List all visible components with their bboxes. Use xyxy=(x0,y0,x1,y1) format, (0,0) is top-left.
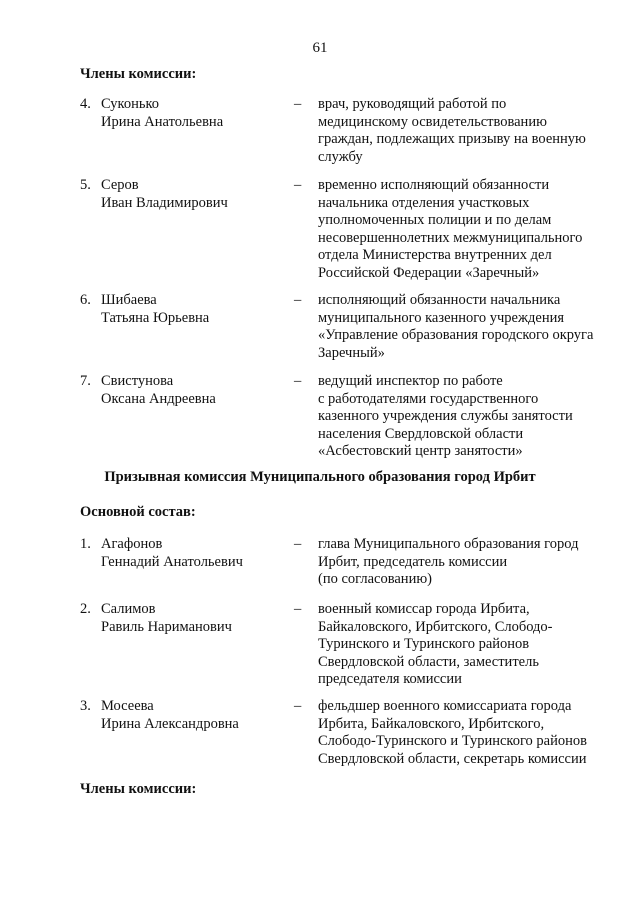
role-line: Свердловской области, заместитель xyxy=(318,653,539,670)
member-surname: Шибаева xyxy=(101,292,157,308)
members-heading: Члены комиссии: xyxy=(80,66,197,82)
member-given-name: Оксана Андреевна xyxy=(101,390,216,407)
role-line: временно исполняющий обязанности xyxy=(318,177,550,193)
role-line: Ирбита, Байкаловского, Ирбитского, xyxy=(318,715,545,732)
entry-number: 4. xyxy=(80,96,91,112)
entry-number: 3. xyxy=(80,698,91,714)
role-line: Свердловской области, секретарь комиссии xyxy=(318,750,587,767)
entry-dash: – xyxy=(294,292,302,308)
member-given-name: Иван Владимирович xyxy=(101,194,228,211)
commission-title: Призывная комиссия Муниципального образования город Ирбит xyxy=(104,469,536,485)
role-line: фельдшер военного комиссариата города xyxy=(318,698,572,714)
member-name xyxy=(101,536,291,571)
entry-dash: – xyxy=(294,536,302,552)
role-line: (по согласованию) xyxy=(318,571,432,587)
member-surname: Серов xyxy=(101,177,139,193)
role-line: Заречный» xyxy=(318,344,385,361)
role-line: военный комиссар города Ирбита, xyxy=(318,601,530,617)
member-name xyxy=(101,373,291,408)
role-line: Ирбит, председатель комиссии xyxy=(318,553,508,570)
entry-number: 2. xyxy=(80,601,91,617)
role-line: несовершеннолетних межмуниципального xyxy=(318,229,583,246)
member-name xyxy=(101,96,291,131)
role-line: с работодателями государственного xyxy=(318,390,539,407)
member-surname: Свистунова xyxy=(101,373,174,389)
role-line: казенного учреждения службы занятости xyxy=(318,408,573,424)
member-name xyxy=(101,177,291,212)
member-surname: Мосеева xyxy=(101,698,154,714)
role-line: глава Муниципального образования город xyxy=(318,536,579,552)
role-line: ведущий инспектор по работе xyxy=(318,373,503,389)
entry-number: 7. xyxy=(80,373,91,389)
member-given-name: Ирина Александровна xyxy=(101,715,239,732)
entry-dash: – xyxy=(294,698,302,714)
role-line: председателя комиссии xyxy=(318,671,462,687)
role-line: врач, руководящий работой по xyxy=(318,96,507,112)
member-role xyxy=(318,96,608,166)
member-given-name: Геннадий Анатольевич xyxy=(101,553,243,570)
entry-number: 1. xyxy=(80,536,91,552)
role-line: отдела Министерства внутренних дел xyxy=(318,247,552,263)
entry-dash: – xyxy=(294,177,302,193)
role-line: «Асбестовский центр занятости» xyxy=(318,443,523,459)
main-composition-heading: Основной состав: xyxy=(80,504,196,520)
entry-dash: – xyxy=(294,601,302,617)
role-line: муниципального казенного учреждения xyxy=(318,309,565,326)
role-line: «Управление образования городского округа xyxy=(318,327,594,343)
member-surname: Агафонов xyxy=(101,536,163,552)
entry-number: 5. xyxy=(80,177,91,193)
role-line: уполномоченных полиции и по делам xyxy=(318,212,552,228)
member-name xyxy=(101,292,291,327)
member-role xyxy=(318,292,608,362)
role-line: медицинскому освидетельствованию xyxy=(318,113,547,130)
member-surname: Суконько xyxy=(101,96,160,112)
member-role xyxy=(318,601,608,689)
member-role xyxy=(318,536,608,589)
member-role xyxy=(318,177,608,282)
member-surname: Салимов xyxy=(101,601,156,617)
member-given-name: Татьяна Юрьевна xyxy=(101,309,210,326)
entry-dash: – xyxy=(294,96,302,112)
member-role xyxy=(318,698,608,768)
members-heading: Члены комиссии: xyxy=(80,781,197,797)
role-line: населения Свердловской области xyxy=(318,425,524,442)
role-line: Слободо-Туринского и Туринского районов xyxy=(318,733,587,749)
entry-number: 6. xyxy=(80,292,91,308)
role-line: начальника отделения участковых xyxy=(318,194,530,211)
role-line: Российской Федерации «Заречный» xyxy=(318,264,540,281)
member-role xyxy=(318,373,608,461)
member-given-name: Равиль Нариманович xyxy=(101,618,232,635)
entry-dash: – xyxy=(294,373,302,389)
role-line: граждан, подлежащих призыву на военную xyxy=(318,131,586,147)
member-name xyxy=(101,698,291,733)
member-name xyxy=(101,601,291,636)
member-given-name: Ирина Анатольевна xyxy=(101,113,224,130)
role-line: службу xyxy=(318,148,363,165)
role-line: Туринского и Туринского районов xyxy=(318,636,530,652)
role-line: Байкаловского, Ирбитского, Слободо- xyxy=(318,618,553,635)
page-number: 61 xyxy=(312,40,328,56)
role-line: исполняющий обязанности начальника xyxy=(318,292,561,308)
